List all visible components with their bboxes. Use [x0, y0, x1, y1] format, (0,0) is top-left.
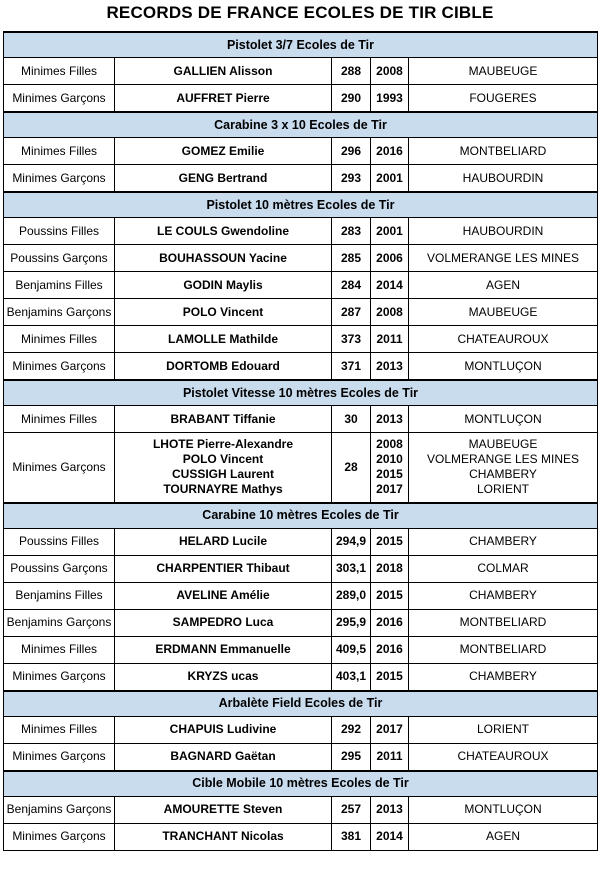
record-category: Minimes Filles — [4, 58, 115, 85]
record-city-name: AGEN — [486, 277, 521, 292]
record-holder — [115, 272, 332, 299]
record-row — [4, 165, 598, 193]
record-city — [409, 796, 598, 823]
record-holder-name: GOMEZ Emilie — [181, 143, 265, 158]
record-year — [371, 272, 409, 299]
record-holder-name: BRABANT Tiffanie — [170, 411, 276, 426]
record-category: Benjamins Garçons — [4, 609, 115, 636]
record-score: 295 — [332, 743, 371, 771]
record-city-name: MONTLUÇON — [464, 411, 542, 426]
record-score: 288 — [332, 58, 371, 85]
section-header — [4, 32, 598, 58]
record-holder-name: POLO Vincent — [182, 304, 264, 319]
record-category: Poussins Garçons — [4, 245, 115, 272]
record-category: Benjamins Filles — [4, 272, 115, 299]
section-title: Pistolet 10 mètres Ecoles de Tir — [4, 192, 598, 218]
record-year — [371, 353, 409, 381]
record-category: Minimes Filles — [4, 326, 115, 353]
record-city-name: MAUBEUGE — [468, 437, 538, 452]
record-city-name: CHAMBERY — [469, 669, 537, 683]
record-city — [409, 716, 598, 743]
record-holder — [115, 796, 332, 823]
record-city — [409, 85, 598, 113]
record-score: 295,9 — [332, 609, 371, 636]
page-title: RECORDS DE FRANCE ECOLES DE TIR CIBLE — [106, 3, 494, 22]
record-holder-name: BAGNARD Gaëtan — [170, 749, 276, 763]
section-title: Pistolet 3/7 Ecoles de Tir — [4, 32, 598, 58]
record-city-name: LORIENT — [477, 722, 530, 736]
record-year — [371, 245, 409, 272]
record-holder — [115, 58, 332, 85]
record-year-value: 2006 — [376, 250, 403, 265]
record-holder — [115, 433, 332, 503]
record-year — [371, 165, 409, 193]
record-row — [4, 716, 598, 743]
record-holder-name: CHARPENTIER Thibaut — [156, 561, 290, 575]
record-holder — [115, 299, 332, 326]
record-score: 403,1 — [332, 663, 371, 691]
record-year — [371, 138, 409, 165]
record-category: Poussins Garçons — [4, 555, 115, 582]
record-holder — [115, 165, 332, 193]
record-city — [409, 823, 598, 850]
record-holder-name: SAMPEDRO Luca — [172, 615, 274, 629]
record-holder — [115, 609, 332, 636]
record-year-value: 2011 — [376, 749, 403, 763]
record-holder — [115, 663, 332, 691]
record-row — [4, 353, 598, 381]
record-city-name: MONTBELIARD — [459, 143, 547, 158]
record-holder — [115, 823, 332, 850]
record-score: 373 — [332, 326, 371, 353]
record-row — [4, 555, 598, 582]
record-category: Benjamins Filles — [4, 582, 115, 609]
record-holder — [115, 582, 332, 609]
record-year — [371, 406, 409, 433]
record-holder — [115, 743, 332, 771]
record-holder — [115, 528, 332, 555]
record-row — [4, 796, 598, 823]
record-holder-name: AUFFRET Pierre — [176, 90, 270, 105]
record-city-name: CHATEAUROUX — [457, 331, 549, 346]
record-category: Minimes Filles — [4, 716, 115, 743]
record-row — [4, 636, 598, 663]
record-year-value: 2008 — [376, 437, 403, 452]
record-year-value: 2015 — [376, 669, 403, 683]
record-holder-name: DORTOMB Edouard — [166, 358, 280, 373]
section-title: Carabine 10 mètres Ecoles de Tir — [4, 503, 598, 529]
record-row — [4, 85, 598, 113]
record-holder-name: HELARD Lucile — [178, 534, 267, 548]
record-holder — [115, 716, 332, 743]
record-holder-name: GENG Bertrand — [178, 170, 268, 185]
record-year — [371, 796, 409, 823]
record-city — [409, 218, 598, 245]
record-year-value: 2016 — [376, 615, 403, 629]
record-city-name: MONTBELIARD — [459, 615, 547, 629]
record-year — [371, 823, 409, 850]
record-city — [409, 636, 598, 663]
record-holder-name: LHOTE Pierre-Alexandre — [152, 437, 294, 452]
record-holder-name: GALLIEN Alisson — [173, 63, 273, 78]
record-holder-name: CUSSIGH Laurent — [171, 467, 274, 482]
record-category: Benjamins Garçons — [4, 796, 115, 823]
record-category: Benjamins Garçons — [4, 299, 115, 326]
record-city — [409, 406, 598, 433]
record-score: 284 — [332, 272, 371, 299]
record-year-value: 2008 — [376, 304, 403, 319]
record-holder-name: GODIN Maylis — [183, 277, 263, 292]
record-holder — [115, 555, 332, 582]
record-score: 409,5 — [332, 636, 371, 663]
record-category: Minimes Garçons — [4, 663, 115, 691]
record-row — [4, 433, 598, 503]
record-city-name: MONTLUÇON — [464, 358, 542, 373]
record-row — [4, 58, 598, 85]
record-year-value: 2015 — [376, 467, 403, 482]
record-year — [371, 218, 409, 245]
record-city-name: VOLMERANGE LES MINES — [426, 250, 580, 265]
record-city-name: HAUBOURDIN — [462, 223, 544, 238]
record-score: 283 — [332, 218, 371, 245]
record-city — [409, 555, 598, 582]
record-year-value: 2008 — [376, 63, 403, 78]
record-holder — [115, 245, 332, 272]
record-year — [371, 528, 409, 555]
record-year-value: 2014 — [376, 829, 403, 843]
record-year-value: 2017 — [376, 482, 403, 497]
record-holder — [115, 353, 332, 381]
section-header — [4, 380, 598, 406]
record-row — [4, 406, 598, 433]
record-year-value: 2011 — [376, 331, 403, 346]
record-city-name: COLMAR — [477, 561, 529, 575]
record-score: 285 — [332, 245, 371, 272]
record-score: 292 — [332, 716, 371, 743]
record-score: 287 — [332, 299, 371, 326]
record-year-value: 2016 — [376, 642, 403, 656]
record-score: 296 — [332, 138, 371, 165]
record-row — [4, 743, 598, 771]
record-category: Minimes Garçons — [4, 165, 115, 193]
section-title: Cible Mobile 10 mètres Ecoles de Tir — [4, 771, 598, 797]
record-city — [409, 528, 598, 555]
record-year — [371, 716, 409, 743]
record-city — [409, 58, 598, 85]
record-holder-name: LAMOLLE Mathilde — [168, 331, 278, 346]
record-year-value: 2010 — [376, 452, 403, 467]
record-holder-name: KRYZS ucas — [187, 669, 259, 683]
record-year — [371, 663, 409, 691]
record-city — [409, 165, 598, 193]
record-row — [4, 245, 598, 272]
record-holder-name: POLO Vincent — [182, 452, 264, 467]
section-header — [4, 771, 598, 797]
record-score: 290 — [332, 85, 371, 113]
record-city-name: MAUBEUGE — [468, 63, 538, 78]
record-year-value: 1993 — [376, 90, 403, 105]
record-category: Minimes Filles — [4, 406, 115, 433]
record-score: 30 — [332, 406, 371, 433]
record-city — [409, 353, 598, 381]
record-holder-name: BOUHASSOUN Yacine — [159, 250, 287, 265]
section-header — [4, 503, 598, 529]
record-score: 289,0 — [332, 582, 371, 609]
record-city — [409, 272, 598, 299]
record-row — [4, 609, 598, 636]
record-city — [409, 433, 598, 503]
record-category: Minimes Garçons — [4, 433, 115, 503]
record-score: 303,1 — [332, 555, 371, 582]
record-row — [4, 823, 598, 850]
record-year-value: 2013 — [376, 358, 403, 373]
record-city — [409, 663, 598, 691]
record-city-name: CHAMBERY — [469, 534, 537, 548]
record-category: Poussins Filles — [4, 528, 115, 555]
record-year — [371, 58, 409, 85]
record-year — [371, 555, 409, 582]
record-holder — [115, 326, 332, 353]
record-city — [409, 245, 598, 272]
record-holder-name: TOURNAYRE Mathys — [163, 482, 283, 497]
record-holder — [115, 85, 332, 113]
section-title: Pistolet Vitesse 10 mètres Ecoles de Tir — [4, 380, 598, 406]
record-score: 257 — [332, 796, 371, 823]
record-year — [371, 326, 409, 353]
record-year — [371, 85, 409, 113]
record-row — [4, 582, 598, 609]
record-holder-name: AMOURETTE Steven — [163, 802, 283, 816]
record-row — [4, 326, 598, 353]
record-year-value: 2001 — [376, 223, 403, 238]
record-city-name: MONTBELIARD — [459, 642, 547, 656]
record-holder-name: ERDMANN Emmanuelle — [155, 642, 291, 656]
record-year-value: 2018 — [376, 561, 403, 575]
record-row — [4, 138, 598, 165]
record-holder-name: AVELINE Amélie — [176, 588, 270, 602]
record-city-name: CHAMBERY — [469, 467, 537, 482]
record-row — [4, 299, 598, 326]
record-holder-name: CHAPUIS Ludivine — [169, 722, 277, 736]
record-city — [409, 609, 598, 636]
record-score: 293 — [332, 165, 371, 193]
record-year-value: 2015 — [376, 534, 403, 548]
record-year-value: 2014 — [376, 277, 403, 292]
record-row — [4, 663, 598, 691]
record-city-name: CHATEAUROUX — [457, 749, 549, 763]
record-year-value: 2017 — [376, 722, 403, 736]
record-score: 294,9 — [332, 528, 371, 555]
record-year — [371, 299, 409, 326]
record-row — [4, 272, 598, 299]
record-category: Minimes Garçons — [4, 353, 115, 381]
record-category: Minimes Garçons — [4, 823, 115, 850]
record-category: Poussins Filles — [4, 218, 115, 245]
record-city — [409, 743, 598, 771]
record-city-name: LORIENT — [477, 482, 530, 497]
record-city-name: FOUGERES — [469, 90, 537, 105]
record-holder — [115, 218, 332, 245]
record-year-value: 2013 — [376, 411, 403, 426]
record-city-name: VOLMERANGE LES MINES — [426, 452, 580, 467]
record-holder — [115, 406, 332, 433]
record-row — [4, 528, 598, 555]
records-body — [4, 32, 598, 850]
record-city-name: MONTLUÇON — [464, 802, 542, 816]
record-score: 381 — [332, 823, 371, 850]
record-holder — [115, 138, 332, 165]
record-category: Minimes Filles — [4, 138, 115, 165]
record-score: 371 — [332, 353, 371, 381]
record-year — [371, 582, 409, 609]
record-year-value: 2001 — [376, 170, 403, 185]
record-city-name: CHAMBERY — [469, 588, 537, 602]
record-city — [409, 299, 598, 326]
record-year — [371, 609, 409, 636]
record-row — [4, 218, 598, 245]
record-year-value: 2015 — [376, 588, 403, 602]
record-score: 28 — [332, 433, 371, 503]
record-category: Minimes Garçons — [4, 743, 115, 771]
section-header — [4, 691, 598, 717]
section-title: Arbalète Field Ecoles de Tir — [4, 691, 598, 717]
record-city-name: AGEN — [486, 829, 521, 843]
record-city — [409, 326, 598, 353]
section-header — [4, 112, 598, 138]
record-year — [371, 433, 409, 503]
record-city-name: HAUBOURDIN — [462, 170, 544, 185]
record-category: Minimes Filles — [4, 636, 115, 663]
record-year — [371, 743, 409, 771]
record-category: Minimes Garçons — [4, 85, 115, 113]
section-title: Carabine 3 x 10 Ecoles de Tir — [4, 112, 598, 138]
record-year-value: 2016 — [376, 143, 403, 158]
record-city — [409, 582, 598, 609]
record-year — [371, 636, 409, 663]
record-holder — [115, 636, 332, 663]
record-city-name: MAUBEUGE — [468, 304, 538, 319]
section-header — [4, 192, 598, 218]
record-holder-name: TRANCHANT Nicolas — [162, 829, 284, 843]
record-year-value: 2013 — [376, 802, 403, 816]
records-table — [3, 31, 598, 851]
record-holder-name: LE COULS Gwendoline — [156, 223, 289, 238]
record-city — [409, 138, 598, 165]
